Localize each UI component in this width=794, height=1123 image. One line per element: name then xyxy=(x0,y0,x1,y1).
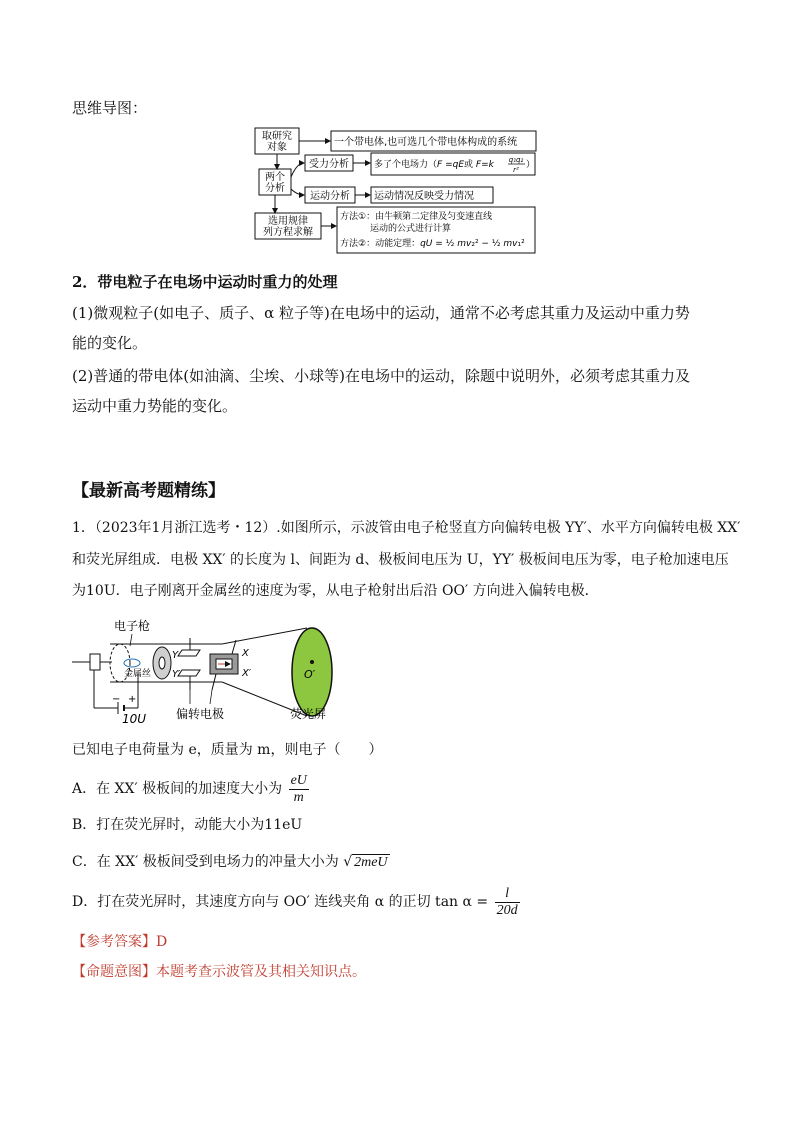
option-a: A．在 XX′ 极板间的加速度大小为 $\frac{eU}{m}$ xyxy=(72,772,307,805)
svg-text:r²: r² xyxy=(513,166,519,174)
svg-text:运动的公式进行计算: 运动的公式进行计算 xyxy=(370,224,452,234)
node-object-desc: 一个带电体,也可选几个带电体构成的系统 xyxy=(334,137,518,148)
svg-text:Y: Y xyxy=(172,650,179,661)
svg-text:金属丝: 金属丝 xyxy=(124,669,152,679)
svg-text:方法①：由牛顿第二定律及匀变速直线: 方法①：由牛顿第二定律及匀变速直线 xyxy=(340,212,493,222)
given-line: 已知电子电荷量为 e，质量为 m，则电子（ ） xyxy=(72,742,383,758)
fig-wire-coil xyxy=(124,659,140,667)
question-line3: 为10U．电子刚离开金属丝的速度为零，从电子枪射出后沿 OO′ 方向进入偏转电极． xyxy=(72,583,599,599)
node-object-text: 取研究 xyxy=(262,131,292,142)
svg-text:两个: 两个 xyxy=(265,172,285,183)
answer-line: 【参考答案】D xyxy=(72,934,168,950)
svg-text:q₁q₂: q₁q₂ xyxy=(508,156,524,164)
svg-text:O′: O′ xyxy=(304,668,316,681)
section3-title: 【最新高考题精练】 xyxy=(72,481,225,501)
option-c: C．在 XX′ 极板间受到电场力的冲量大小为 √ 2meU xyxy=(72,854,388,870)
svg-text:对象: 对象 xyxy=(267,142,287,153)
oscilloscope-figure xyxy=(72,612,372,724)
section2-p2-line1: (2)普通的带电体(如油滴、尘埃、小球等)在电场中的运动，除题中说明外，必须考虑其重力及 xyxy=(72,367,690,385)
svg-text:分析: 分析 xyxy=(265,183,285,194)
answer-value: D xyxy=(156,934,168,950)
fig-screen-label: 荧光屏 xyxy=(290,707,327,721)
fig-deflect-label: 偏转电极 xyxy=(176,707,225,721)
mindmap-diagram xyxy=(252,125,552,255)
option-a-fraction: $\frac{eU}{m}$ xyxy=(290,772,307,805)
svg-text:运动分析: 运动分析 xyxy=(310,191,350,202)
fig-gun-label: 电子枪 xyxy=(114,619,151,633)
svg-text:−: − xyxy=(112,694,121,705)
node-motion-desc: 运动情况反映受力情况 xyxy=(374,191,474,202)
svg-text:列方程求解: 列方程求解 xyxy=(263,227,313,238)
svg-text:+: + xyxy=(128,694,137,705)
section2-title: 2．带电粒子在电场中运动时重力的处理 xyxy=(72,273,338,291)
option-d-fraction: $\frac{l}{20d}$ xyxy=(496,885,518,918)
section2-p1-line1: (1)微观粒子(如电子、质子、α 粒子等)在电场中的运动，通常不必考虑其重力及运动中重力势 xyxy=(72,304,690,322)
svg-text:选用规律: 选用规律 xyxy=(268,216,308,227)
question-line2: 和荧光屏组成．电极 XX′ 的长度为 l、间距为 d、极板间电压为 U，YY′ 极板间电压为零，电子枪加速电压 xyxy=(72,552,729,568)
mindmap-heading: 思维导图： xyxy=(72,99,148,117)
section2-p1-line2: 能的变化。 xyxy=(72,334,148,352)
option-d: D．打在荧光屏时，其速度方向与 OO′ 连线夹角 α 的正切 tan α = $\frac{l}{20d}$ xyxy=(72,885,518,918)
svg-text:X′: X′ xyxy=(242,668,252,679)
node-force-desc: 多了个电场力（F =qE或 F=k xyxy=(374,160,494,170)
svg-text:X: X xyxy=(242,648,249,659)
svg-text:Y′: Y′ xyxy=(172,669,181,680)
section2-p2-line2: 运动中重力势能的变化。 xyxy=(72,397,238,415)
option-c-sqrt: 2meU xyxy=(354,855,388,870)
svg-text:）: ） xyxy=(526,160,536,170)
option-b: B．打在荧光屏时，动能大小为11eU xyxy=(72,817,303,833)
intent-line: 【命题意图】本题考查示波管及其相关知识点。 xyxy=(72,964,366,980)
fig-voltage-label: 10U xyxy=(122,712,147,724)
svg-text:方法②：动能定理：qU = ½ mv₂² − ½ mv₁²: 方法②：动能定理：qU = ½ mv₂² − ½ mv₁² xyxy=(340,239,525,249)
svg-text:受力分析: 受力分析 xyxy=(309,159,349,170)
question-line1: 1．（2023年1月浙江选考・12）.如图所示，示波管由电子枪竖直方向偏转电极 YY′、水平方向偏转电极 XX′ xyxy=(72,520,741,536)
